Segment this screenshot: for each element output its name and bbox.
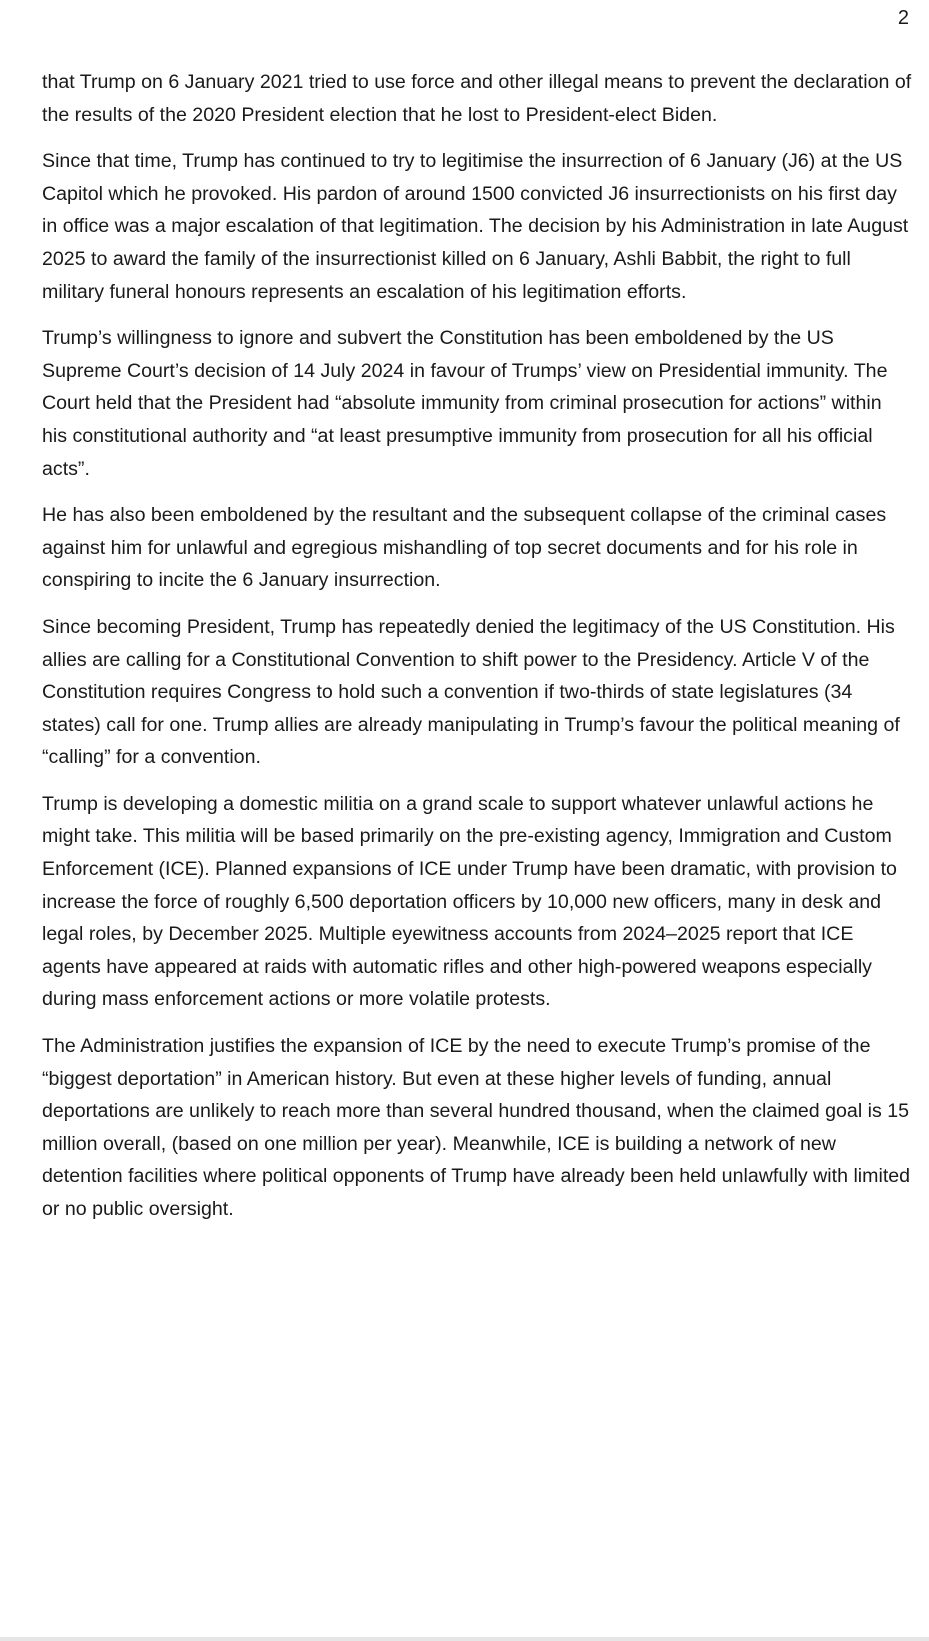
paragraph-5: Since becoming President, Trump has repeatedly denied the legitimacy of the US Constitution. His allies are calling for a Constitutional Convention to shift power to the Presidency. Article V of the Constitution requires Congress to hold such a convention if two-thirds of state legislatures (34 states) call for one. Trump allies are already manipulating in Trump’s favour the political meaning of “calling” for a convention. — [42, 615, 900, 769]
bottom-divider — [0, 1637, 929, 1641]
document-body — [42, 66, 912, 1240]
paragraph-1: that Trump on 6 January 2021 tried to use force and other illegal means to prevent the declaration of the results of the 2020 President election that he lost to President-elect Biden. — [42, 71, 912, 126]
paragraph-7: The Administration justifies the expansion of ICE by the need to execute Trump’s promise of the “biggest deportation” in American history. But even at these higher levels of funding, annual deportations are unlikely to reach more than several hundred thousand, when the claimed goal is 15 million overall, (based on one million per year). Meanwhile, ICE is building a network of new detention facilities where political opponents of Trump have already been held unlawfully with limited or no public oversight. — [42, 1035, 911, 1220]
paragraph-2: Since that time, Trump has continued to try to legitimise the insurrection of 6 January (J6) at the US Capitol which he provoked. His pardon of around 1500 convicted J6 insurrectionists on his first day in office was a major escalation of that legitimation. The decision by his Administration in late August 2025 to award the family of the insurrectionist killed on 6 January, Ashli Babbit, the right to full military funeral honours represents an escalation of his legitimation efforts. — [42, 150, 909, 303]
page-number: 2 — [897, 7, 909, 29]
paragraph-6: Trump is developing a domestic militia on a grand scale to support whatever unlawful actions he might take. This militia will be based primarily on the pre-existing agency, Immigration and Custom Enforcement (ICE). Planned expansions of ICE under Trump have been dramatic, with provision to increase the force of roughly 6,500 deportation officers by 10,000 new officers, many in desk and legal roles, by December 2025. Multiple eyewitness accounts from 2024–2025 report that ICE agents have appeared at raids with automatic rifles and other high-powered weapons especially during mass enforcement actions or more volatile protests. — [42, 792, 897, 1011]
paragraph-3: Trump’s willingness to ignore and subvert the Constitution has been emboldened by the US Supreme Court’s decision of 14 July 2024 in favour of Trumps’ view on Presidential immunity. The Court held that the President had “absolute immunity from criminal prosecution for actions” within his constitutional authority and “at least presumptive immunity from prosecution for all his official acts”. — [42, 327, 888, 480]
paragraph-4: He has also been emboldened by the resultant and the subsequent collapse of the criminal cases against him for unlawful and egregious mishandling of top secret documents and for his role in conspiring to incite the 6 January insurrection. — [42, 504, 887, 592]
